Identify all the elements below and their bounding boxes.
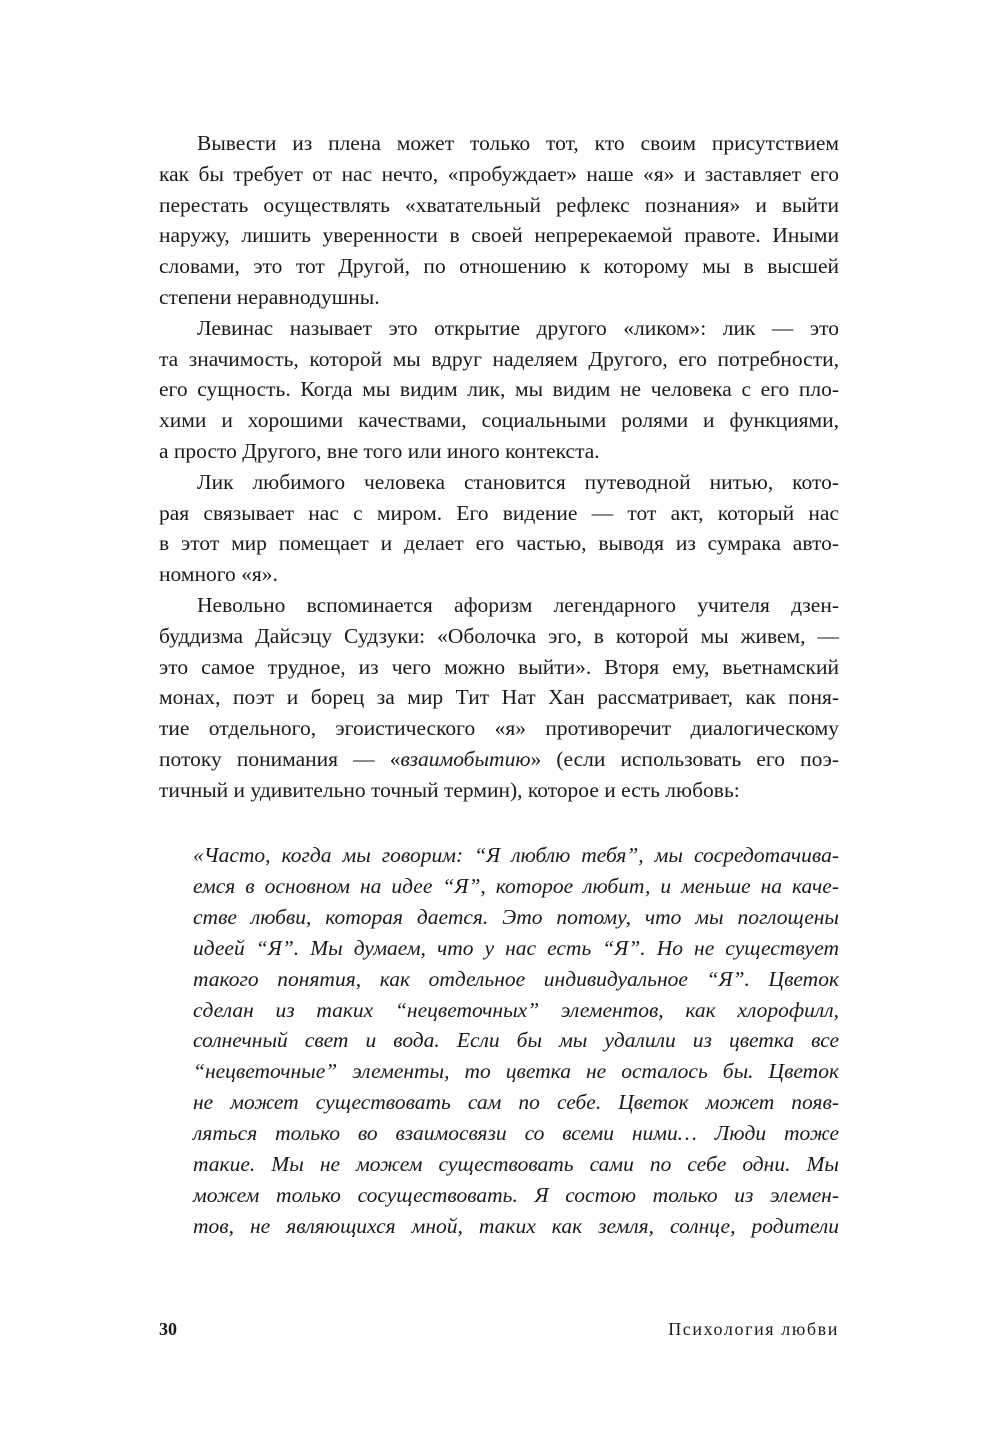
- text-line: рая связывает нас с миром. Его видение — тот акт, который нас: [159, 500, 839, 525]
- text-line: Вывести из плена может только тот, кто своим присутствием: [197, 131, 839, 155]
- paragraph-2: [159, 313, 839, 467]
- text-line: его сущность. Когда мы видим лик, мы видим не человека с его пло-: [159, 377, 839, 402]
- text-line: наружу, лишить уверенности в своей непререкаемой правоте. Иными: [159, 223, 839, 248]
- paragraph-4: [159, 590, 839, 806]
- text-line: монах, поэт и борец за мир Тит Нат Хан рассматривает, как поня-: [159, 685, 839, 710]
- text-line: это самое трудное, из чего можно выйти». Вторя ему, вьетнамский: [159, 654, 839, 679]
- quote-line: стве любви, которая дается. Это потому, что мы поглощены: [193, 904, 839, 929]
- text-line: Левинас называет это открытие другого «ликом»: лик — это: [197, 315, 839, 340]
- quote-line: солнечный свет и вода. Если бы мы удалили из цветка все: [193, 1028, 839, 1053]
- text-segment: потоку понимания — «: [159, 746, 401, 771]
- text-line-mixed: [159, 744, 839, 775]
- text-line: номного «я».: [159, 562, 278, 587]
- text-line: словами, это тот Другой, по отношению к которому мы в высшей: [159, 254, 839, 279]
- text-line: Лик любимого человека становится путеводной нитью, кото-: [197, 469, 839, 494]
- paragraph-3: [159, 467, 839, 590]
- quote-line: не может существовать сам по себе. Цветок может появ-: [193, 1090, 839, 1115]
- text-line: Невольно вспоминается афоризм легендарного учителя дзен-: [197, 592, 839, 617]
- quote-line: сделан из таких “нецветочных” элементов, как хлорофилл,: [193, 997, 839, 1022]
- text-segment: » (если использовать его поэ-: [530, 746, 839, 771]
- quote-line: “нецветочные” элементы, то цветка не осталось бы. Цветок: [193, 1059, 839, 1084]
- text-line: тие отдельного, эгоистического «я» противоречит диалогическому: [159, 716, 839, 741]
- quote-line: «Часто, когда мы говорим: “Я люблю тебя”, мы сосредотачива-: [193, 843, 839, 867]
- page-number: 30: [159, 1319, 177, 1339]
- quote-line: емся в основном на идее “Я”, которое любит, и меньше на каче-: [193, 873, 839, 898]
- quote-line: такие. Мы не можем существовать сами по себе одни. Мы: [193, 1152, 839, 1177]
- paragraph-1: [159, 128, 839, 313]
- running-title: Психология любви: [668, 1319, 839, 1339]
- quote-line: можем только сосуществовать. Я состою только из элемен-: [193, 1182, 839, 1207]
- quote-line: такого понятия, как отдельное индивидуальное “Я”. Цветок: [193, 966, 839, 991]
- italic-term: взаимобытию: [400, 746, 531, 771]
- text-line: а просто Другого, вне того или иного контекста.: [159, 438, 600, 463]
- quote-line: идеей “Я”. Мы думаем, что у нас есть “Я”. Но не существует: [193, 935, 839, 960]
- text-line: степени неравнодушны.: [159, 284, 380, 309]
- text-line: в этот мир помещает и делает его частью, выводя из сумрака авто-: [159, 531, 839, 556]
- quote-line: тов, не являющихся мной, таких как земля, солнце, родители: [193, 1213, 839, 1238]
- text-line: перестать осуществлять «хватательный рефлекс познания» и выйти: [159, 192, 839, 217]
- main-text: [159, 128, 839, 806]
- quote-line: ляться только во взаимосвязи со всеми ними… Люди тоже: [193, 1121, 839, 1146]
- block-quote: [193, 840, 839, 1242]
- text-line: та значимость, которой мы вдруг наделяем Другого, его потребности,: [159, 346, 839, 371]
- text-line: тичный и удивительно точный термин), которое и есть любовь:: [159, 777, 740, 802]
- text-line: хими и хорошими качествами, социальными ролями и функциями,: [159, 408, 839, 433]
- text-line: буддизма Дайсэцу Судзуки: «Оболочка эго, в которой мы живем, —: [159, 623, 839, 648]
- text-line: как бы требует от нас нечто, «пробуждает» наше «я» и заставляет его: [159, 161, 839, 186]
